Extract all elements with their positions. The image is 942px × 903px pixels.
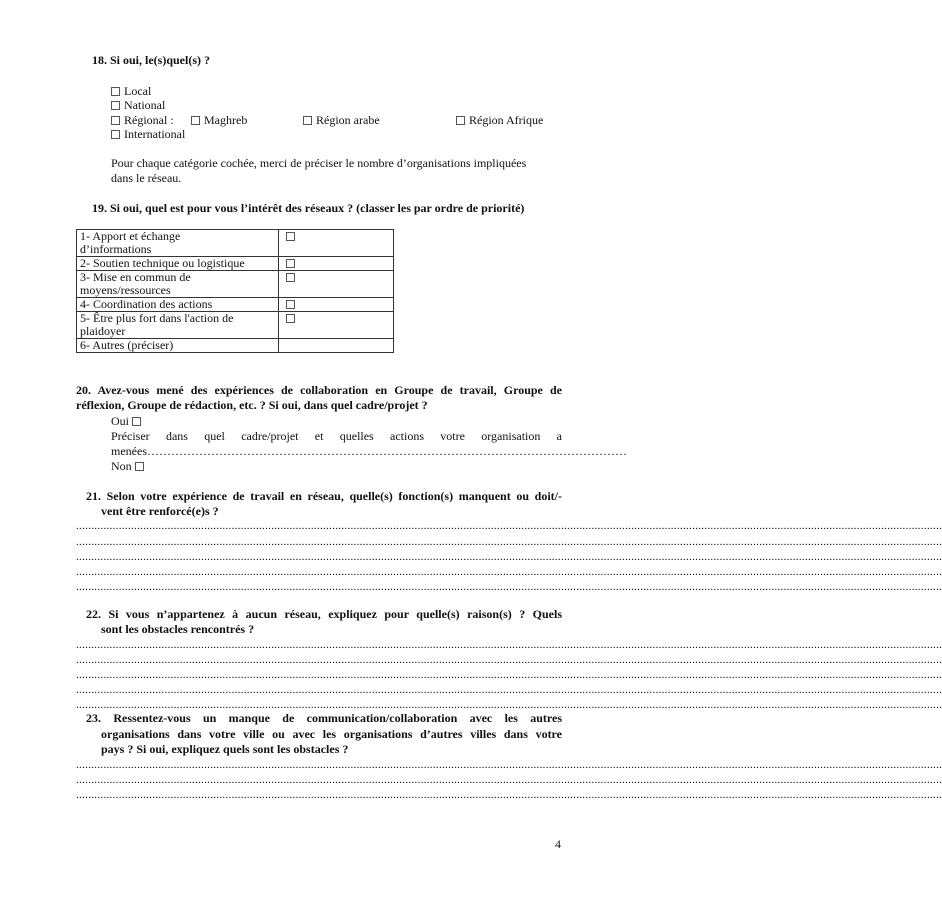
answer-line[interactable]: ............................................................................................................................................................................................................................................................................................ — [76, 536, 942, 548]
option-maghreb[interactable]: Maghreb — [191, 113, 247, 128]
q21-line1: 21. Selon votre expérience de travail en réseau, quelle(s) fonction(s) manquent ou doit/- — [86, 489, 562, 503]
priority-cell[interactable] — [279, 339, 394, 353]
q18-note-line2: dans le réseau. — [111, 171, 182, 185]
priority-label-line: 5- Être plus fort dans l'action de — [80, 311, 234, 325]
priority-row — [77, 257, 394, 271]
priority-cell[interactable] — [279, 298, 394, 312]
q23-line1: 23. Ressentez-vous un manque de communication/collaboration avec les autres — [86, 711, 562, 725]
checkbox-icon[interactable] — [286, 259, 295, 268]
priority-label — [77, 298, 279, 312]
priority-label — [77, 339, 279, 353]
checkbox-icon[interactable] — [286, 273, 295, 282]
answer-line[interactable]: ............................................................................................................................................................................................................................................................................................ — [76, 684, 942, 696]
option-local[interactable]: Local — [111, 84, 151, 99]
checkbox-icon[interactable] — [111, 116, 120, 125]
q23-line3: pays ? Si oui, expliquez quels sont les obstacles ? — [101, 742, 349, 756]
answer-line[interactable]: ............................................................................................................................................................................................................................................................................................ — [76, 520, 942, 532]
page-number: 4 — [555, 837, 561, 851]
priority-label — [77, 271, 279, 298]
checkbox-icon[interactable] — [111, 101, 120, 110]
priority-row — [77, 230, 394, 257]
checkbox-icon[interactable] — [456, 116, 465, 125]
priority-row — [77, 298, 394, 312]
checkbox-icon[interactable] — [132, 417, 141, 426]
answer-line[interactable]: ............................................................................................................................................................................................................................................................................................ — [76, 654, 942, 666]
priority-label-line: 4- Coordination des actions — [80, 297, 213, 311]
checkbox-icon[interactable] — [111, 130, 120, 139]
priority-label — [77, 230, 279, 257]
q20-menees[interactable]: menées………………………………………………………………………………………………………… — [111, 444, 627, 458]
q22-line1: 22. Si vous n’appartenez à aucun réseau, expliquez pour quelle(s) raison(s) ? Quels — [86, 607, 562, 621]
answer-line[interactable]: ............................................................................................................................................................................................................................................................................................ — [76, 774, 942, 786]
priority-cell[interactable] — [279, 257, 394, 271]
priority-label-line: 6- Autres (préciser) — [80, 338, 174, 352]
option-international[interactable]: International — [111, 127, 185, 142]
checkbox-icon[interactable] — [286, 314, 295, 323]
q20-line1: 20. Avez-vous mené des expériences de collaboration en Groupe de travail, Groupe de — [76, 383, 562, 397]
q20-preciser: Préciser dans quel cadre/projet et quelles actions votre organisation a — [111, 429, 562, 443]
checkbox-icon[interactable] — [111, 87, 120, 96]
answer-line[interactable]: ............................................................................................................................................................................................................................................................................................ — [76, 566, 942, 578]
priority-label — [77, 257, 279, 271]
priority-cell[interactable] — [279, 230, 394, 257]
checkbox-icon[interactable] — [135, 462, 144, 471]
option-non[interactable]: Non — [111, 459, 148, 474]
priority-label-line: plaidoyer — [80, 324, 126, 338]
option-region-arabe[interactable]: Région arabe — [303, 113, 380, 128]
q22-line2: sont les obstacles rencontrés ? — [101, 622, 255, 636]
priority-row — [77, 339, 394, 353]
answer-line[interactable]: ............................................................................................................................................................................................................................................................................................ — [76, 581, 942, 593]
option-oui[interactable]: Oui — [111, 414, 145, 429]
checkbox-icon[interactable] — [286, 232, 295, 241]
option-regional[interactable]: Régional : — [111, 113, 174, 128]
q23-line2: organisations dans votre ville ou avec les organisations d’autres villes dans votre — [101, 727, 562, 741]
answer-line[interactable]: ............................................................................................................................................................................................................................................................................................ — [76, 551, 942, 563]
checkbox-icon[interactable] — [286, 300, 295, 309]
priority-label-line: 1- Apport et échange — [80, 229, 181, 243]
priority-label-line: moyens/ressources — [80, 283, 171, 297]
priority-label-line: 3- Mise en commun de — [80, 270, 191, 284]
priority-label — [77, 312, 279, 339]
answer-line[interactable]: ............................................................................................................................................................................................................................................................................................ — [76, 789, 942, 801]
option-national[interactable]: National — [111, 98, 165, 113]
q18-title: 18. Si oui, le(s)quel(s) ? — [92, 53, 211, 67]
checkbox-icon[interactable] — [303, 116, 312, 125]
priority-row — [77, 312, 394, 339]
priority-table — [76, 229, 394, 353]
priority-label-line: 2- Soutien technique ou logistique — [80, 256, 245, 270]
q18-note-line1: Pour chaque catégorie cochée, merci de préciser le nombre d’organisations impliquées — [111, 156, 527, 170]
answer-line[interactable]: ............................................................................................................................................................................................................................................................................................ — [76, 639, 942, 651]
priority-cell[interactable] — [279, 312, 394, 339]
checkbox-icon[interactable] — [191, 116, 200, 125]
answer-line[interactable]: ............................................................................................................................................................................................................................................................................................ — [76, 699, 942, 711]
option-region-afrique[interactable]: Région Afrique — [456, 113, 543, 128]
q21-line2: vent être renforcé(e)s ? — [101, 504, 219, 518]
answer-line[interactable]: ............................................................................................................................................................................................................................................................................................ — [76, 759, 942, 771]
priority-cell[interactable] — [279, 271, 394, 298]
priority-row — [77, 271, 394, 298]
q20-line2: réflexion, Groupe de rédaction, etc. ? Si oui, dans quel cadre/projet ? — [76, 398, 428, 412]
answer-line[interactable]: ............................................................................................................................................................................................................................................................................................ — [76, 669, 942, 681]
priority-label-line: d’informations — [80, 242, 152, 256]
q19-title: 19. Si oui, quel est pour vous l’intérêt des réseaux ? (classer les par ordre de priorité) — [92, 201, 525, 215]
